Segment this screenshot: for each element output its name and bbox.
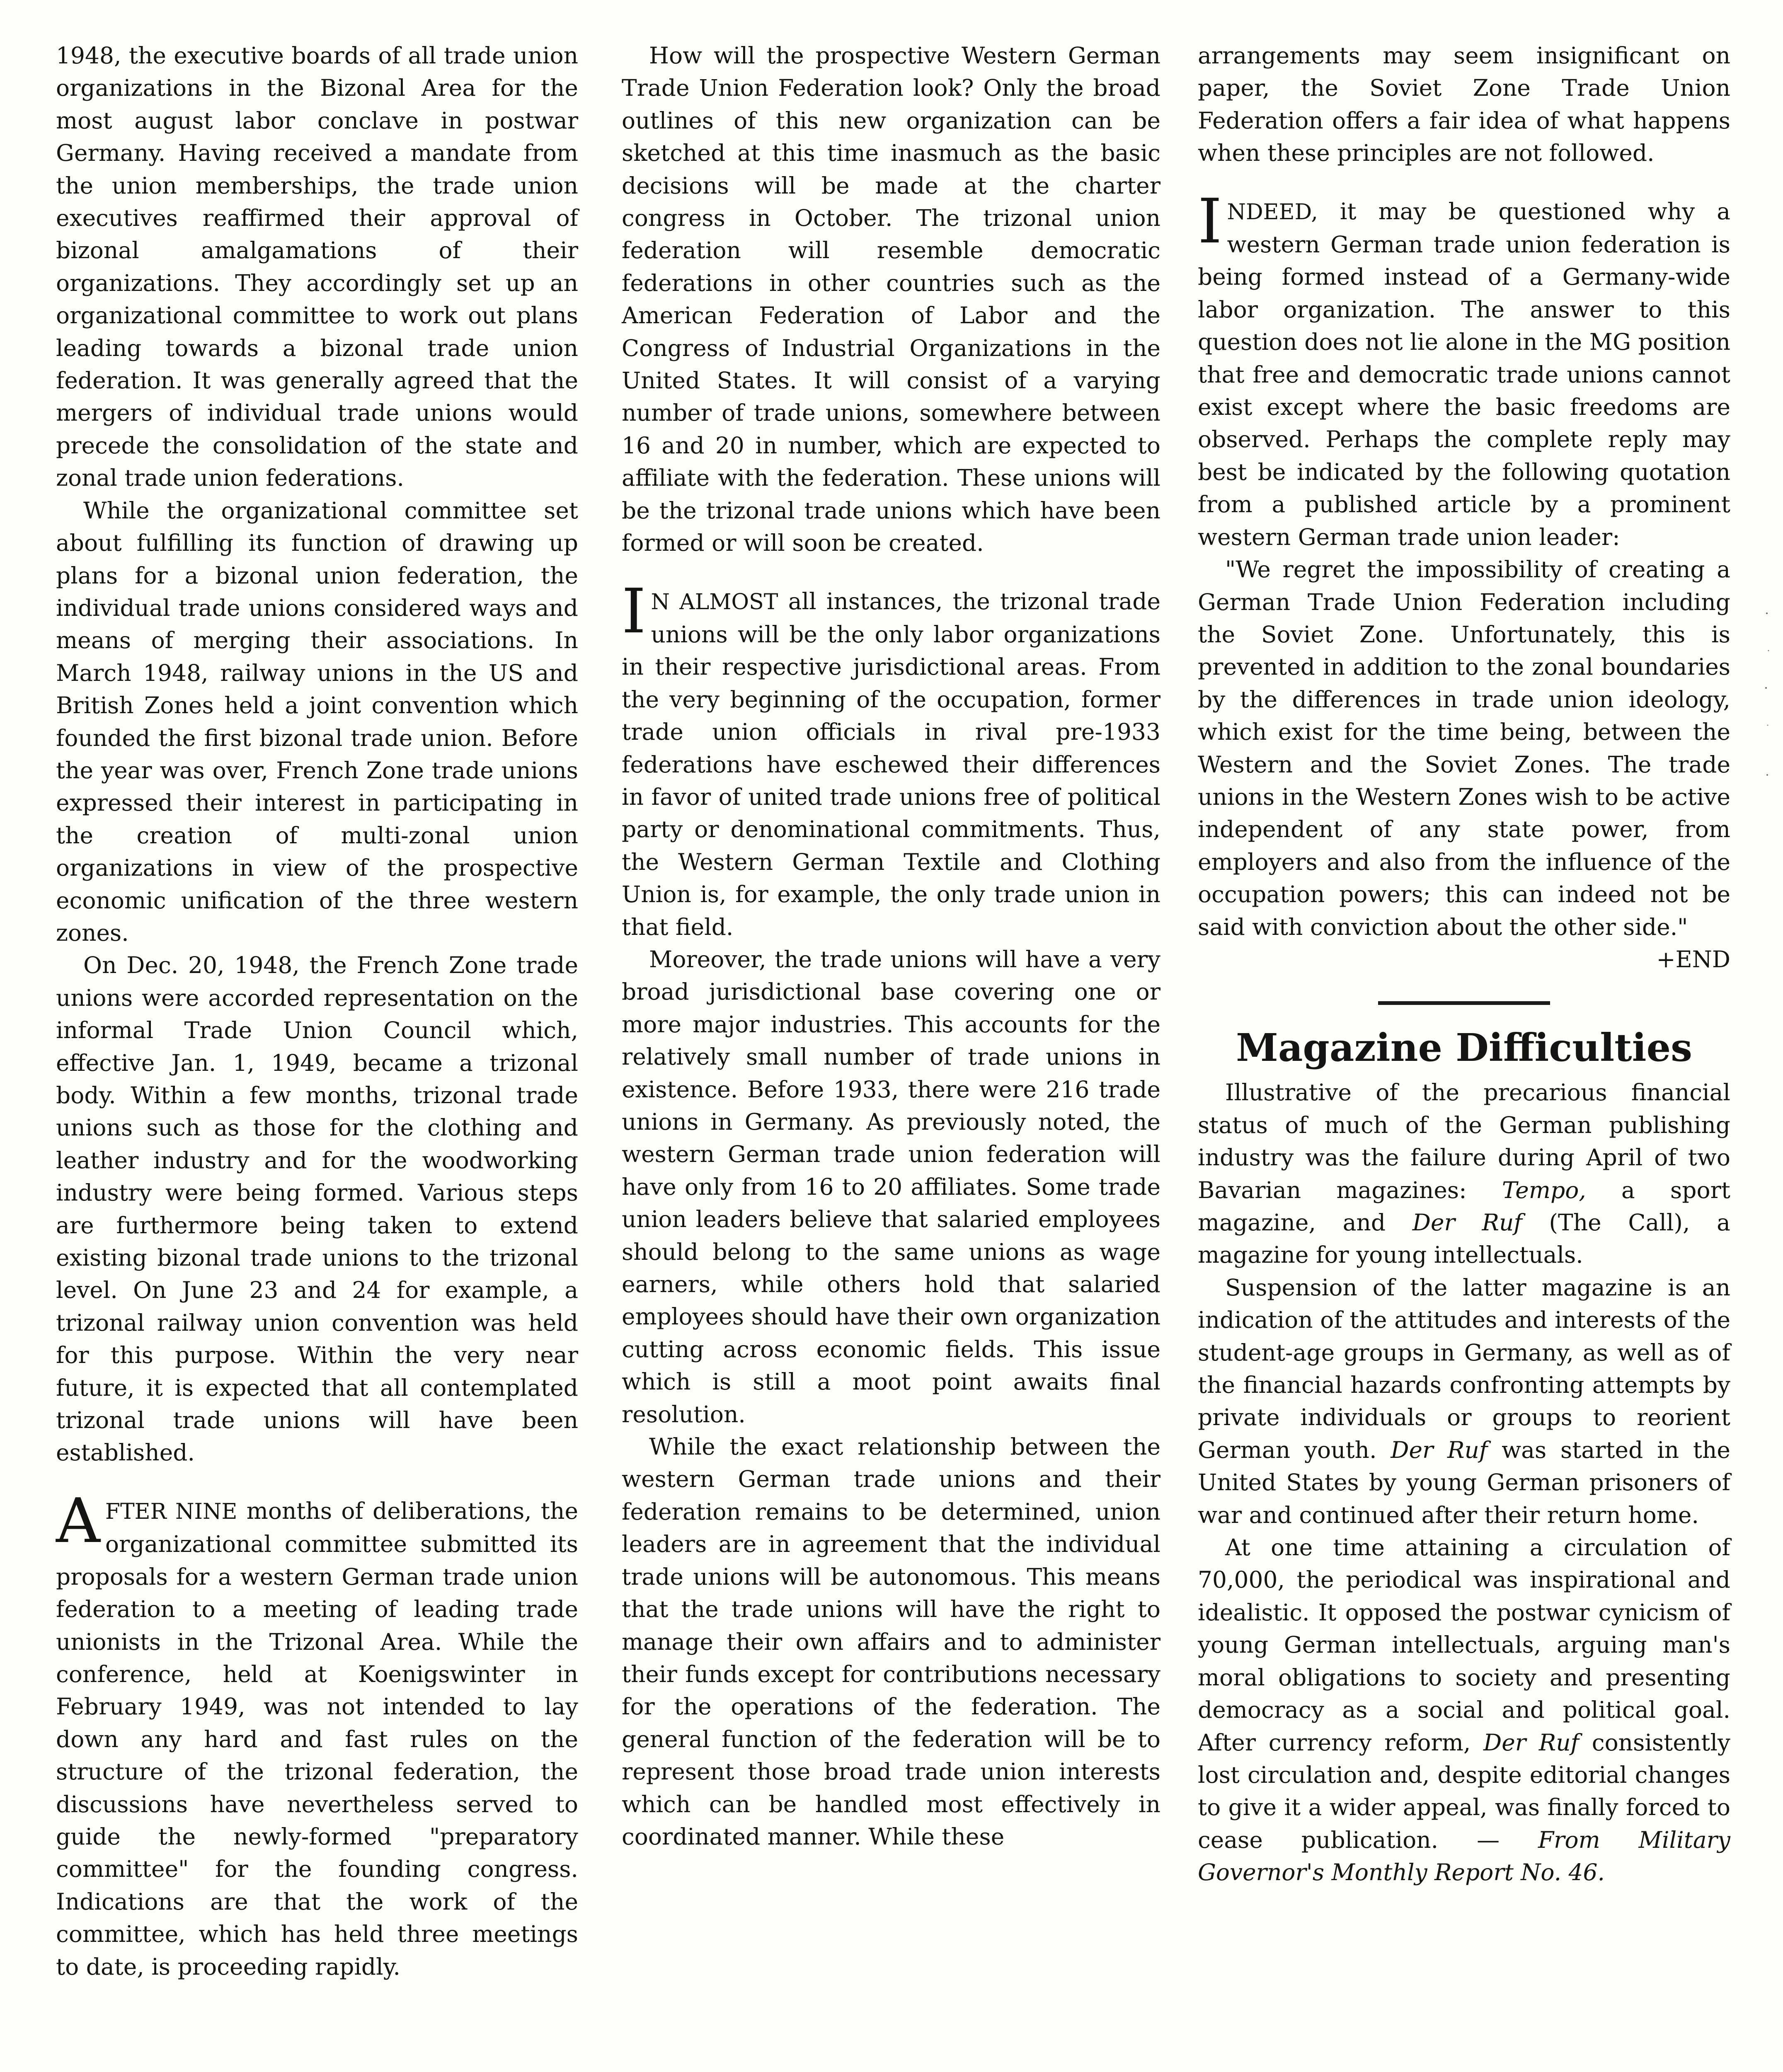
column-3: [1198, 39, 1730, 1889]
speck: [1767, 725, 1768, 726]
lead-in-caps: NDEED,: [1227, 199, 1318, 225]
magazine-title: Der Ruf: [1483, 1729, 1580, 1756]
paragraph: Moreover, the trade unions will have a very broad jurisdictional base covering one or more major industries. This accounts for the relatively small number of trade unions in existence. Before 1933, there were 216 trade unions in Germany. As previously noted, the western German trade union federation will have only from 16 to 20 affiliates. Some trade union leaders believe that salaried employees should belong to the same unions as wage earners, while others hold that salaried employees should have their own organization cutting across economic fields. This issue which is still a moot point awaits final resolution.: [622, 946, 1160, 1428]
paragraph: 1948, the executive boards of all trade union organizations in the Bizonal Area for the most august labor conclave in postwar Germany. Having received a mandate from the union memberships, the trade union executives reaffirmed their approval of bizonal amalgamations of their organizations. They accordingly set up an organizational committee to work out plans leading towards a bizonal trade union federation. It was generally agreed that the mergers of individual trade unions would precede the consolidation of the state and zonal trade union federations.: [56, 42, 578, 491]
text: Illustrative of the precarious financial status of much of the German publishing industry was the failure during April of two Bavarian magazines:: [1198, 1079, 1730, 1203]
paragraph: On Dec. 20, 1948, the French Zone trade unions were accorded representation on the informal Trade Union Council which, effective Jan. 1, 1949, became a trizonal body. Within a few months, trizonal trade unions such as those for the clothing and leather industry and for the woodworking industry were being formed. Various steps are furthermore being taken to extend existing bizonal trade unions to the trizonal level. On June 23 and 24 for example, a trizonal railway union convention was held for this purpose. Within the very near future, it is expected that all contemplated trizonal trade unions will have been established.: [56, 952, 578, 1466]
text: Suspension of the latter magazine is an indication of the attitudes and interests of the student-age groups in Germany, as well as of the financial hazards confronting attempts by private individuals or groups to reorient German youth.: [1198, 1274, 1730, 1463]
text: was started in the United States by young German prisoners of war and continued after their return home.: [1198, 1436, 1730, 1528]
end-mark: +END: [1656, 946, 1730, 973]
quotation-text: "We regret the impossibility of creating a German Trade Union Federation including the Soviet Zone. Unfortunately, this is prevented in addition to the zonal boundaries by the differences in trade union ideology, which exist for the time being, between the Western and the Soviet Zones. The trade unions in the Western Zones wish to be active independent of any state power, from employers and also from the influence of the occupation powers; this can indeed not be said with conviction about the other side.": [1198, 556, 1730, 940]
column-2: [622, 39, 1160, 1853]
scan-specks: [1764, 601, 1772, 808]
paragraph: While the organizational committee set about fulfilling its function of drawing up plans for a bizonal union federation, the individual trade unions considered ways and means of merging their associations. In March 1948, railway unions in the US and British Zones held a joint convention which founded the first bizonal trade union. Before the year was over, French Zone trade unions expressed their interest in participating in the creation of multi-zonal union organizations in view of the prospective economic unification of the three western zones.: [56, 497, 578, 946]
section-heading: Magazine Difficulties: [1236, 1025, 1692, 1070]
magazine-title: Tempo,: [1502, 1176, 1586, 1203]
section-divider: [1378, 1001, 1550, 1005]
paragraph-text: all instances, the trizonal trade unions will be the only labor organizations in their respective jurisdictional areas. From the very beginning of the occupation, former trade union officials in rival pre-1933 federations have eschewed their differences in favor of united trade unions free of political party or denominational commitments. Thus, the Western German Textile and Clothing Union is, for example, the only trade union in that field.: [622, 588, 1161, 940]
paragraph-dropcap: [1198, 185, 1730, 553]
text: consistently lost circulation and, despite editorial changes to give it a wider appeal, was finally forced to cease publication. —: [1198, 1729, 1730, 1853]
paragraph: [1198, 1076, 1730, 1271]
paragraph: arrangements may seem insignificant on paper, the Soviet Zone Trade Union Federation offers a fair idea of what happens when these principles are not followed.: [1198, 42, 1730, 167]
paragraph-text: months of deliberations, the organizational committee submitted its proposals for a western German trade union federation to a meeting of leading trade unionists in the Trizonal Area. While the conference, held at Koenigswinter in February 1949, was not intended to lay down any hard and fast rules on the structure of the trizonal federation, the discussions have nevertheless served to guide the newly-formed "preparatory committee" for the founding congress. Indications are that the work of the committee, which has held three meetings to date, is proceeding rapidly.: [56, 1497, 579, 1980]
paragraph-dropcap: [622, 575, 1161, 943]
paragraph-text: it may be questioned why a western German trade union federation is being formed instead of a Germany-wide labor organization. The answer to this question does not lie alone in the MG position that free and democratic trade unions cannot exist except where the basic freedoms are observed. Perhaps the complete reply may best be indicated by the following quotation from a published article by a prominent western German trade union leader:: [1198, 198, 1730, 550]
text: (The Call), a magazine for young intellectuals.: [1198, 1209, 1730, 1268]
lead-in-caps: FTER NINE: [105, 1499, 237, 1524]
speck: [1768, 650, 1769, 651]
drop-cap: A: [56, 1485, 100, 1556]
text: At one time attaining a circulation of 70,000, the periodical was inspirational and idealistic. It opposed the postwar cynicism of young German intellectuals, arguing man's moral obligations to society and presenting democracy as a social and political goal. After currency reform,: [1198, 1534, 1730, 1756]
source-citation: From Military Governor's Monthly Report No. 46.: [1198, 1826, 1731, 1886]
magazine-title: Der Ruf: [1391, 1436, 1488, 1463]
paragraph-dropcap: [56, 1485, 579, 1983]
paragraph: How will the prospective Western German Trade Union Federation look? Only the broad outlines of this new organization can be sketched at this time inasmuch as the basic decisions will be made at the charter congress in October. The trizonal union federation will resemble democratic federations in other countries such as the American Federation of Labor and the Congress of Industrial Organizations in the United States. It will consist of a varying number of trade unions, somewhere between 16 and 20 in number, which are expected to affiliate with the federation. These unions will be the trizonal trade unions which have been formed or will soon be created.: [622, 42, 1160, 557]
drop-cap: I: [622, 575, 646, 647]
paragraph: [1198, 1531, 1730, 1888]
magazine-title: Der Ruf: [1412, 1209, 1522, 1236]
quotation: [1198, 553, 1730, 973]
speck: [1766, 774, 1768, 776]
paragraph: While the exact relationship between the western German trade unions and their federation remains to be determined, union leaders are in agreement that the individual trade unions will be autonomous. This means that the trade unions will have the right to manage their own affairs and to administer their funds except for contributions necessary for the operations of the federation. The general function of the federation will be to represent those broad trade union interests which can be handled most effectively in coordinated manner. While these: [622, 1433, 1160, 1850]
drop-cap: I: [1198, 185, 1222, 257]
speck: [1765, 687, 1767, 689]
paragraph: [1198, 1271, 1730, 1531]
speck: [1766, 612, 1768, 614]
column-1: [56, 39, 578, 1983]
lead-in-caps: N ALMOST: [651, 589, 778, 615]
text: a sport magazine, and: [1198, 1176, 1730, 1236]
